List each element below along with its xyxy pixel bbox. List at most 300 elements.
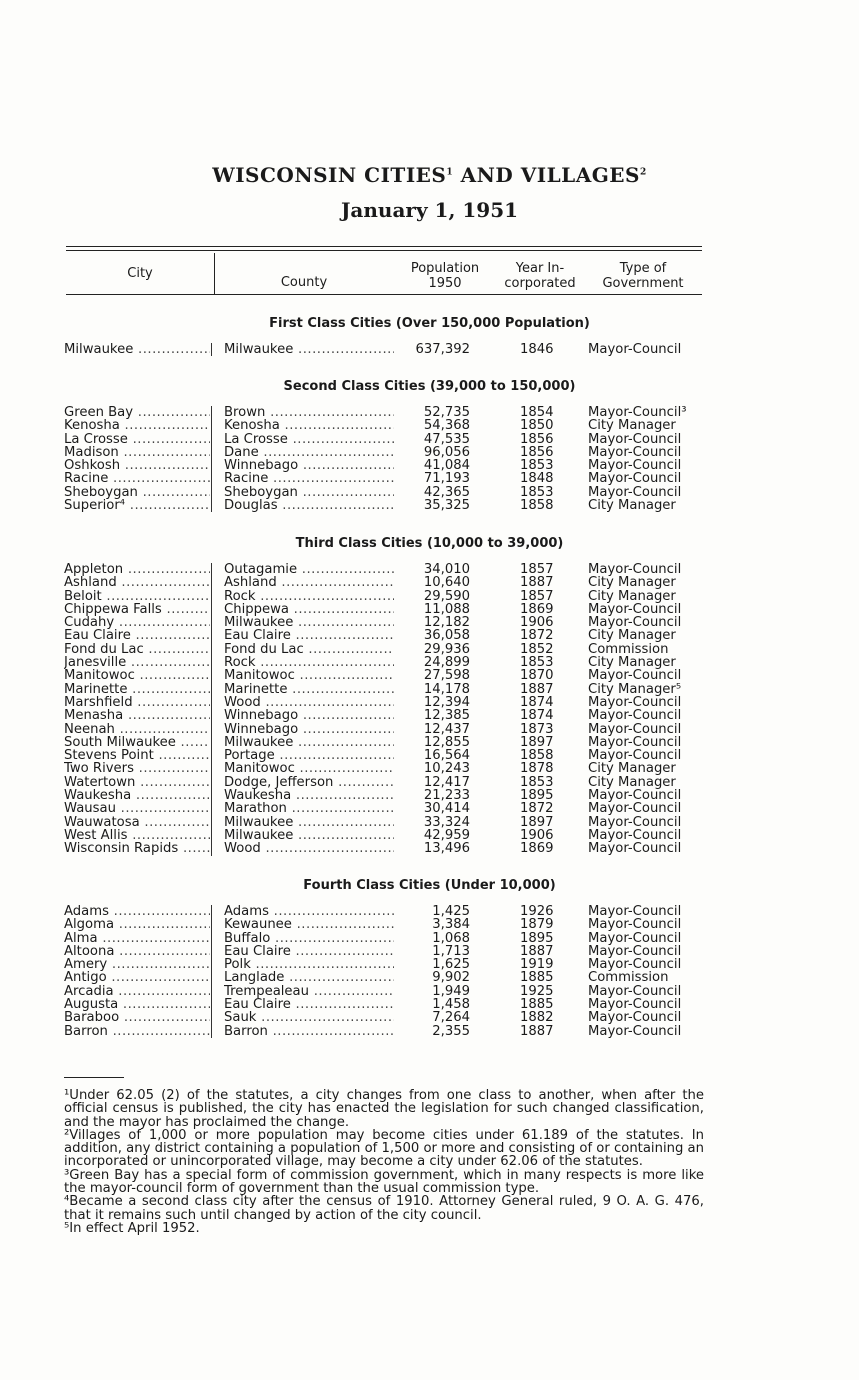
year-cell: 1846: [520, 342, 554, 357]
footnote-ref-1: 1: [446, 167, 454, 178]
county-cell: Winnebago .....: [224, 723, 394, 736]
year-cell: 1856: [520, 431, 554, 447]
table-row: [0, 932, 859, 945]
county-cell: Sheboygan .....: [224, 486, 394, 499]
government-cell: Mayor-Council: [588, 997, 682, 1013]
table-row: [0, 433, 859, 446]
table-row: [0, 985, 859, 998]
year-cell: 1887: [520, 1023, 554, 1039]
county-cell: Kewaunee .....: [224, 918, 394, 931]
footnote-2: ²Villages of 1,000 or more population may become cities under 61.189 of the statutes. In addition, any district containing a population of 1,500 or more and consisting of or containing an incorporated or unincorporated village, may become a city under 62.06 of the statutes.: [64, 1127, 704, 1170]
government-cell: Mayor-Council: [588, 471, 682, 487]
county-cell: Polk .....: [224, 958, 394, 971]
government-cell: Mayor-Council: [588, 708, 682, 724]
city-cell: Stevens Point .....: [64, 749, 210, 762]
table-row: [0, 343, 859, 356]
county-cell: Racine .....: [224, 472, 394, 485]
page-date: January 1, 1951: [340, 198, 519, 222]
county-cell: Portage .....: [224, 749, 394, 762]
government-cell: Mayor-Council: [588, 458, 682, 474]
column-divider: [211, 945, 213, 958]
table-row: [0, 816, 859, 829]
city-cell: Eau Claire .....: [64, 629, 210, 642]
column-divider: [211, 446, 213, 459]
city-cell: Sheboygan .....: [64, 486, 210, 499]
year-cell: 1906: [520, 827, 554, 843]
population-cell: 1,625: [432, 957, 470, 973]
population-cell: 637,392: [415, 342, 470, 357]
county-cell: Outagamie .....: [224, 563, 394, 576]
title-text: WISCONSIN CITIES: [212, 163, 447, 187]
column-divider: [211, 563, 213, 576]
city-cell: Barron .....: [64, 1025, 210, 1038]
government-cell: Mayor-Council: [588, 562, 682, 577]
table-row: [0, 971, 859, 984]
year-cell: 1897: [520, 734, 554, 750]
government-cell: Mayor-Council: [588, 930, 682, 946]
table-row: [0, 723, 859, 736]
county-cell: Milwaukee .....: [224, 816, 394, 829]
government-cell: Mayor-Council: [588, 431, 682, 447]
population-cell: 41,084: [423, 458, 470, 474]
table-row: [0, 776, 859, 789]
header-year-line2: corporated: [504, 276, 576, 291]
city-cell: Green Bay .....: [64, 406, 210, 419]
table-row: [0, 563, 859, 576]
county-cell: Fond du Lac .....: [224, 643, 394, 656]
county-cell: Sauk .....: [224, 1011, 394, 1024]
column-divider: [211, 816, 213, 829]
column-divider: [211, 603, 213, 616]
government-cell: City Manager⁵: [588, 681, 682, 697]
year-cell: 1885: [520, 970, 554, 986]
column-divider: [211, 1025, 213, 1038]
column-divider: [211, 486, 213, 499]
year-cell: 1878: [520, 761, 554, 777]
city-cell: Watertown .....: [64, 776, 210, 789]
city-cell: Ashland .....: [64, 576, 210, 589]
city-cell: Marshfield .....: [64, 696, 210, 709]
county-cell: Rock .....: [224, 656, 394, 669]
section-heading: Third Class Cities (10,000 to 39,000): [295, 536, 564, 551]
year-cell: 1856: [520, 444, 554, 460]
population-cell: 34,010: [423, 562, 470, 577]
county-cell: Milwaukee .....: [224, 616, 394, 629]
header-bottom-rule: [66, 294, 702, 295]
government-cell: Mayor-Council: [588, 1023, 682, 1039]
table-row: [0, 998, 859, 1011]
population-cell: 3,384: [432, 917, 470, 933]
government-cell: Mayor-Council: [588, 734, 682, 750]
county-cell: Manitowoc .....: [224, 762, 394, 775]
column-divider: [211, 842, 213, 855]
county-cell: Kenosha .....: [224, 419, 394, 432]
column-divider: [211, 736, 213, 749]
population-cell: 12,394: [423, 694, 470, 710]
year-cell: 1906: [520, 615, 554, 631]
footnote-1: ¹Under 62.05 (2) of the statutes, a city changes from one class to another, when after the official census is published, the city has enacted the legislation for such changed classification, and the mayor has proclaimed the change.: [64, 1088, 704, 1130]
table-row: [0, 459, 859, 472]
column-divider: [211, 406, 213, 419]
county-cell: Wood .....: [224, 696, 394, 709]
government-cell: City Manager: [588, 761, 676, 777]
column-divider: [211, 683, 213, 696]
column-divider: [211, 749, 213, 762]
city-cell: Racine .....: [64, 472, 210, 485]
table-row: [0, 629, 859, 642]
column-divider: [211, 669, 213, 682]
column-divider: [211, 433, 213, 446]
year-cell: 1852: [520, 641, 554, 657]
section-rows: [0, 343, 859, 356]
column-divider: [211, 998, 213, 1011]
county-cell: Ashland .....: [224, 576, 394, 589]
table-row: [0, 918, 859, 931]
title-text-and: AND VILLAGES: [453, 163, 640, 187]
government-cell: City Manager: [588, 498, 676, 514]
column-divider: [211, 802, 213, 815]
county-cell: Manitowoc .....: [224, 669, 394, 682]
header-population-line2: 1950: [428, 276, 462, 291]
population-cell: 96,056: [423, 444, 470, 460]
year-cell: 1897: [520, 814, 554, 830]
county-cell: Eau Claire .....: [224, 998, 394, 1011]
header-government-line2: Government: [602, 276, 684, 291]
year-cell: 1895: [520, 930, 554, 946]
population-cell: 29,590: [423, 588, 470, 604]
column-divider: [211, 932, 213, 945]
population-cell: 52,735: [423, 405, 470, 420]
population-cell: 35,325: [423, 498, 470, 514]
year-cell: 1895: [520, 788, 554, 804]
table-row: [0, 945, 859, 958]
county-cell: Wood .....: [224, 842, 394, 855]
column-divider: [211, 459, 213, 472]
population-cell: 27,598: [423, 668, 470, 684]
year-cell: 1857: [520, 562, 554, 577]
section-rows: [0, 563, 859, 856]
city-cell: Altoona .....: [64, 945, 210, 958]
county-cell: Marinette .....: [224, 683, 394, 696]
county-cell: Waukesha .....: [224, 789, 394, 802]
year-cell: 1870: [520, 668, 554, 684]
footnote-5: ⁵In effect April 1952.: [64, 1220, 200, 1236]
county-cell: Brown .....: [224, 406, 394, 419]
government-cell: City Manager: [588, 774, 676, 790]
table-row: [0, 499, 859, 512]
section-rows: [0, 905, 859, 1038]
column-divider: [211, 709, 213, 722]
column-divider: [211, 762, 213, 775]
header-government-line1: Type of: [619, 261, 667, 276]
table-row: [0, 696, 859, 709]
city-cell: Fond du Lac .....: [64, 643, 210, 656]
column-divider: [211, 958, 213, 971]
population-cell: 12,385: [423, 708, 470, 724]
column-divider: [211, 789, 213, 802]
population-cell: 42,959: [423, 827, 470, 843]
table-row: [0, 603, 859, 616]
county-cell: Eau Claire .....: [224, 945, 394, 958]
year-cell: 1853: [520, 774, 554, 790]
year-cell: 1887: [520, 681, 554, 697]
year-cell: 1869: [520, 841, 554, 857]
government-cell: Mayor-Council: [588, 342, 682, 357]
city-cell: Algoma .....: [64, 918, 210, 931]
government-cell: City Manager: [588, 588, 676, 604]
population-cell: 1,458: [432, 997, 470, 1013]
column-divider: [211, 776, 213, 789]
table-row: [0, 1025, 859, 1038]
table-row: [0, 683, 859, 696]
population-cell: 9,902: [432, 970, 470, 986]
column-divider: [211, 656, 213, 669]
table-row: [0, 709, 859, 722]
table-top-rule-2: [66, 250, 702, 251]
county-cell: Barron .....: [224, 1025, 394, 1038]
table-row: [0, 789, 859, 802]
population-cell: 21,233: [423, 788, 470, 804]
population-cell: 47,535: [423, 431, 470, 447]
column-divider: [211, 918, 213, 931]
population-cell: 12,855: [423, 734, 470, 750]
year-cell: 1925: [520, 983, 554, 999]
population-cell: 1,068: [432, 930, 470, 946]
table-row: [0, 736, 859, 749]
government-cell: Mayor-Council: [588, 943, 682, 959]
government-cell: City Manager: [588, 628, 676, 644]
county-cell: Dane .....: [224, 446, 394, 459]
population-cell: 71,193: [423, 471, 470, 487]
table-row: [0, 749, 859, 762]
table-top-rule: [66, 246, 702, 247]
government-cell: Mayor-Council: [588, 668, 682, 684]
government-cell: Mayor-Council: [588, 615, 682, 631]
column-divider: [211, 343, 213, 356]
city-cell: Oshkosh .....: [64, 459, 210, 472]
page-title: [0, 163, 859, 187]
government-cell: Mayor-Council: [588, 694, 682, 710]
year-cell: 1848: [520, 471, 554, 487]
city-cell: Marinette .....: [64, 683, 210, 696]
city-cell: Neenah .....: [64, 723, 210, 736]
header-county: County: [280, 275, 328, 290]
section-heading: Second Class Cities (39,000 to 150,000): [283, 379, 576, 394]
table-row: [0, 616, 859, 629]
government-cell: Mayor-Council: [588, 983, 682, 999]
year-cell: 1850: [520, 418, 554, 434]
section-rows: [0, 406, 859, 512]
population-cell: 33,324: [423, 814, 470, 830]
government-cell: Mayor-Council³: [588, 405, 687, 420]
table-row: [0, 406, 859, 419]
government-cell: Mayor-Council: [588, 748, 682, 764]
table-row: [0, 446, 859, 459]
county-cell: Douglas .....: [224, 499, 394, 512]
city-cell: Amery .....: [64, 958, 210, 971]
government-cell: Commission: [588, 970, 669, 986]
population-cell: 36,058: [423, 628, 470, 644]
year-cell: 1873: [520, 721, 554, 737]
column-divider: [211, 590, 213, 603]
city-cell: Manitowoc .....: [64, 669, 210, 682]
population-cell: 12,182: [423, 615, 470, 631]
city-cell: Menasha .....: [64, 709, 210, 722]
government-cell: City Manager: [588, 418, 676, 434]
population-cell: 30,414: [423, 801, 470, 817]
city-cell: Adams .....: [64, 905, 210, 918]
table-row: [0, 905, 859, 918]
column-divider: [211, 629, 213, 642]
government-cell: Mayor-Council: [588, 601, 682, 617]
government-cell: Mayor-Council: [588, 721, 682, 737]
city-cell: Alma .....: [64, 932, 210, 945]
city-cell: Antigo .....: [64, 971, 210, 984]
population-cell: 12,417: [423, 774, 470, 790]
city-cell: Baraboo .....: [64, 1011, 210, 1024]
header-year: [495, 261, 585, 291]
county-cell: Dodge, Jefferson .....: [224, 776, 394, 789]
government-cell: Mayor-Council: [588, 444, 682, 460]
government-cell: Mayor-Council: [588, 957, 682, 973]
population-cell: 7,264: [432, 1010, 470, 1026]
section-heading: First Class Cities (Over 150,000 Population): [269, 316, 590, 331]
population-cell: 12,437: [423, 721, 470, 737]
column-divider: [211, 829, 213, 842]
city-cell: Waukesha .....: [64, 789, 210, 802]
county-cell: La Crosse .....: [224, 433, 394, 446]
header-population: [400, 261, 490, 291]
city-cell: Milwaukee .....: [64, 343, 210, 356]
city-cell: Two Rivers .....: [64, 762, 210, 775]
city-cell: Arcadia .....: [64, 985, 210, 998]
year-cell: 1858: [520, 748, 554, 764]
table-row: [0, 656, 859, 669]
table-row: [0, 669, 859, 682]
government-cell: Mayor-Council: [588, 1010, 682, 1026]
year-cell: 1869: [520, 601, 554, 617]
government-cell: Commission: [588, 641, 669, 657]
table-row: [0, 486, 859, 499]
population-cell: 16,564: [423, 748, 470, 764]
column-divider: [211, 419, 213, 432]
column-divider: [211, 1011, 213, 1024]
city-cell: Wauwatosa .....: [64, 816, 210, 829]
population-cell: 24,899: [423, 655, 470, 671]
year-cell: 1887: [520, 943, 554, 959]
county-cell: Eau Claire .....: [224, 629, 394, 642]
county-cell: Buffalo .....: [224, 932, 394, 945]
column-divider: [211, 576, 213, 589]
year-cell: 1853: [520, 458, 554, 474]
county-cell: Adams .....: [224, 905, 394, 918]
table-row: [0, 643, 859, 656]
government-cell: Mayor-Council: [588, 827, 682, 843]
city-cell: Janesville .....: [64, 656, 210, 669]
county-cell: Milwaukee .....: [224, 736, 394, 749]
year-cell: 1874: [520, 708, 554, 724]
population-cell: 29,936: [423, 641, 470, 657]
city-cell: Beloit .....: [64, 590, 210, 603]
header-year-line1: Year In-: [515, 261, 565, 276]
city-cell: La Crosse .....: [64, 433, 210, 446]
population-cell: 54,368: [423, 418, 470, 434]
year-cell: 1879: [520, 917, 554, 933]
footnote-3: ³Green Bay has a special form of commission government, which in many respects is more like the mayor-council form of government than the usual commission type.: [64, 1167, 704, 1197]
government-cell: Mayor-Council: [588, 917, 682, 933]
year-cell: 1872: [520, 801, 554, 817]
government-cell: Mayor-Council: [588, 814, 682, 830]
footnotes: [64, 1089, 704, 1235]
header-city: City: [127, 266, 153, 281]
city-cell: Augusta .....: [64, 998, 210, 1011]
column-divider: [211, 696, 213, 709]
table-row: [0, 958, 859, 971]
city-cell: Superior⁴ .....: [64, 499, 210, 512]
city-cell: Wausau .....: [64, 802, 210, 815]
county-cell: Chippewa .....: [224, 603, 394, 616]
column-divider: [211, 472, 213, 485]
table-row: [0, 802, 859, 815]
year-cell: 1857: [520, 588, 554, 604]
year-cell: 1882: [520, 1010, 554, 1026]
population-cell: 10,640: [423, 575, 470, 591]
footnote-rule: [64, 1077, 124, 1078]
population-cell: 10,243: [423, 761, 470, 777]
population-cell: 2,355: [432, 1023, 470, 1039]
government-cell: Mayor-Council: [588, 904, 682, 919]
government-cell: Mayor-Council: [588, 484, 682, 500]
column-divider: [211, 616, 213, 629]
city-cell: Kenosha .....: [64, 419, 210, 432]
year-cell: 1887: [520, 575, 554, 591]
population-cell: 42,365: [423, 484, 470, 500]
table-row: [0, 762, 859, 775]
government-cell: City Manager: [588, 575, 676, 591]
population-cell: 1,949: [432, 983, 470, 999]
column-divider: [211, 905, 213, 918]
government-cell: Mayor-Council: [588, 841, 682, 857]
city-cell: Madison .....: [64, 446, 210, 459]
table-row: [0, 590, 859, 603]
column-divider: [211, 499, 213, 512]
section-heading: Fourth Class Cities (Under 10,000): [303, 878, 556, 893]
footnote-4: ⁴Became a second class city after the census of 1910. Attorney General ruled, 9 O. A. G. 476, that it remains such until changed by action of the city council.: [64, 1194, 704, 1223]
year-cell: 1853: [520, 484, 554, 500]
column-divider: [211, 643, 213, 656]
city-cell: Cudahy .....: [64, 616, 210, 629]
table-row: [0, 576, 859, 589]
header-government: [590, 261, 696, 291]
table-row: [0, 419, 859, 432]
year-cell: 1854: [520, 405, 554, 420]
government-cell: Mayor-Council: [588, 788, 682, 804]
table-row: [0, 842, 859, 855]
city-cell: Wisconsin Rapids .....: [64, 842, 210, 855]
city-cell: South Milwaukee .....: [64, 736, 210, 749]
county-cell: Rock .....: [224, 590, 394, 603]
county-cell: Trempealeau .....: [224, 985, 394, 998]
population-cell: 14,178: [423, 681, 470, 697]
column-divider: [211, 985, 213, 998]
county-cell: Milwaukee .....: [224, 829, 394, 842]
header-population-line1: Population: [410, 261, 480, 276]
county-cell: Langlade .....: [224, 971, 394, 984]
government-cell: City Manager: [588, 655, 676, 671]
county-cell: Marathon .....: [224, 802, 394, 815]
table-row: [0, 1011, 859, 1024]
year-cell: 1872: [520, 628, 554, 644]
